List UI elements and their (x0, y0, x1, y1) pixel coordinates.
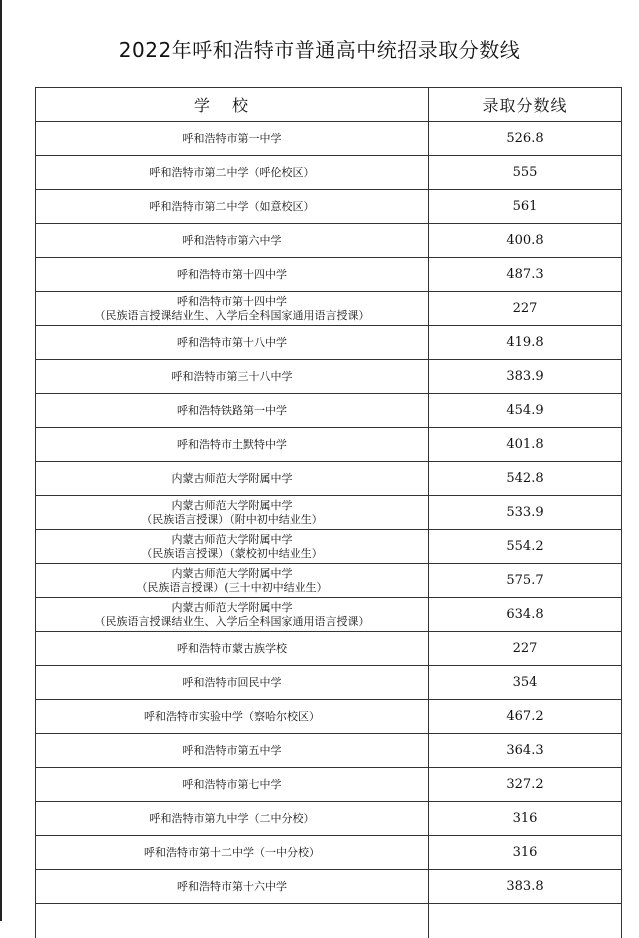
score-cell: 526.8 (429, 122, 622, 156)
score-cell: 227 (429, 632, 622, 666)
table-row (36, 224, 622, 258)
table-row (36, 870, 622, 904)
table-row (36, 700, 622, 734)
school-name-cell (36, 632, 429, 666)
score-cell: 383.8 (429, 870, 622, 904)
school-name-cell (36, 734, 429, 768)
school-name-cell (36, 462, 429, 496)
score-cell: 383.9 (429, 360, 622, 394)
school-name-line: 呼和浩特市蒙古族学校 (177, 641, 287, 655)
school-name-cell (36, 292, 429, 326)
score-cell: 487.3 (429, 258, 622, 292)
score-cell: 400.8 (429, 224, 622, 258)
school-name-cell (36, 428, 429, 462)
school-name-line: 呼和浩特市第十六中学 (177, 879, 287, 893)
score-cell: 227 (429, 292, 622, 326)
score-cell: 401.8 (429, 428, 622, 462)
header-score: 录取分数线 (429, 88, 622, 122)
school-name-cell (36, 802, 429, 836)
school-name-line: （民族语言授课）（附中初中结业生） (141, 512, 323, 526)
school-name-line: 呼和浩特市第一中学 (182, 131, 282, 145)
school-name-line: 呼和浩特市第十四中学 (177, 267, 287, 281)
school-name-line: 呼和浩特市第五中学 (182, 743, 282, 757)
table-row (36, 122, 622, 156)
school-name-line: 呼和浩特市第二中学（如意校区） (149, 199, 315, 213)
table-row (36, 258, 622, 292)
table-row (36, 360, 622, 394)
score-cell: 364.3 (429, 734, 622, 768)
table-row (36, 462, 622, 496)
score-cell: 419.8 (429, 326, 622, 360)
school-name-line: 呼和浩特市第九中学（二中分校） (149, 811, 315, 825)
school-name-line: 内蒙古师范大学附属中学 (171, 566, 293, 580)
table-row (36, 428, 622, 462)
table-body (36, 122, 622, 938)
score-cell: 542.8 (429, 462, 622, 496)
table-row (36, 632, 622, 666)
school-name-cell (36, 564, 429, 598)
school-name-line: （民族语言授课）（蒙校初中结业生） (141, 546, 323, 560)
table-row (36, 156, 622, 190)
table-row (36, 326, 622, 360)
score-cell: 467.2 (429, 700, 622, 734)
school-name-line: （民族语言授课结业生、入学后全科国家通用语言授课） (94, 614, 370, 628)
school-name-line: 呼和浩特市第七中学 (182, 777, 282, 791)
school-name-cell (36, 700, 429, 734)
school-name-line: 呼和浩特市土默特中学 (177, 437, 287, 451)
table-row (36, 530, 622, 564)
table-row (36, 394, 622, 428)
school-name-cell (36, 666, 429, 700)
school-name-cell (36, 190, 429, 224)
school-name-cell (36, 530, 429, 564)
school-name-cell (36, 496, 429, 530)
score-cell: 327.2 (429, 768, 622, 802)
table-row (36, 802, 622, 836)
table-row (36, 496, 622, 530)
score-cell: 454.9 (429, 394, 622, 428)
table-row (36, 734, 622, 768)
page-edge-line (0, 0, 2, 921)
school-name-cell (36, 156, 429, 190)
school-name-line: 呼和浩特市第十四中学 (177, 294, 287, 308)
header-school: 学校 (36, 88, 429, 122)
table-row (36, 598, 622, 632)
table-row (36, 564, 622, 598)
score-cell: 316 (429, 836, 622, 870)
table-row (36, 768, 622, 802)
school-name-line: 呼和浩特市回民中学 (182, 675, 282, 689)
score-cell: 561 (429, 190, 622, 224)
school-name-line: 呼和浩特市第三十八中学 (171, 369, 293, 383)
score-cell: 316 (429, 802, 622, 836)
table-row (36, 190, 622, 224)
table-row (36, 292, 622, 326)
table-header-row (36, 88, 622, 122)
school-name-cell (36, 258, 429, 292)
school-name-line: （民族语言授课）(三十中初中结业生） (136, 580, 328, 594)
school-name-line: 呼和浩特市第六中学 (182, 233, 282, 247)
school-name-cell (36, 326, 429, 360)
school-name-cell (36, 360, 429, 394)
table-row (36, 666, 622, 700)
school-name-cell (36, 836, 429, 870)
score-cell: 533.9 (429, 496, 622, 530)
school-name-cell (36, 598, 429, 632)
school-name-cell (36, 224, 429, 258)
score-cell: 555 (429, 156, 622, 190)
school-name-cell (36, 122, 429, 156)
score-table (35, 87, 622, 938)
page-title: 2022年呼和浩特市普通高中统招录取分数线 (118, 38, 521, 62)
school-name-line: 呼和浩特铁路第一中学 (177, 403, 287, 417)
school-name-line: 呼和浩特市第十二中学（一中分校） (144, 845, 320, 859)
school-name-line: 内蒙古师范大学附属中学 (171, 471, 293, 485)
score-cell: 554.2 (429, 530, 622, 564)
school-name-line: 内蒙古师范大学附属中学 (171, 498, 293, 512)
school-name-line: 呼和浩特市第十八中学 (177, 335, 287, 349)
school-name-line: （民族语言授课结业生、入学后全科国家通用语言授课） (94, 308, 370, 322)
score-cell: 575.7 (429, 564, 622, 598)
school-name-cell (36, 870, 429, 904)
score-cell: 354 (429, 666, 622, 700)
school-name-line: 呼和浩特市第二中学（呼伦校区） (149, 165, 315, 179)
score-cell: 634.8 (429, 598, 622, 632)
school-name-line: 呼和浩特市实验中学（察哈尔校区） (144, 709, 320, 723)
school-name-line: 内蒙古师范大学附属中学 (171, 532, 293, 546)
school-name-cell (36, 394, 429, 428)
table-row (36, 836, 622, 870)
school-name-cell (36, 768, 429, 802)
school-name-line: 内蒙古师范大学附属中学 (171, 600, 293, 614)
